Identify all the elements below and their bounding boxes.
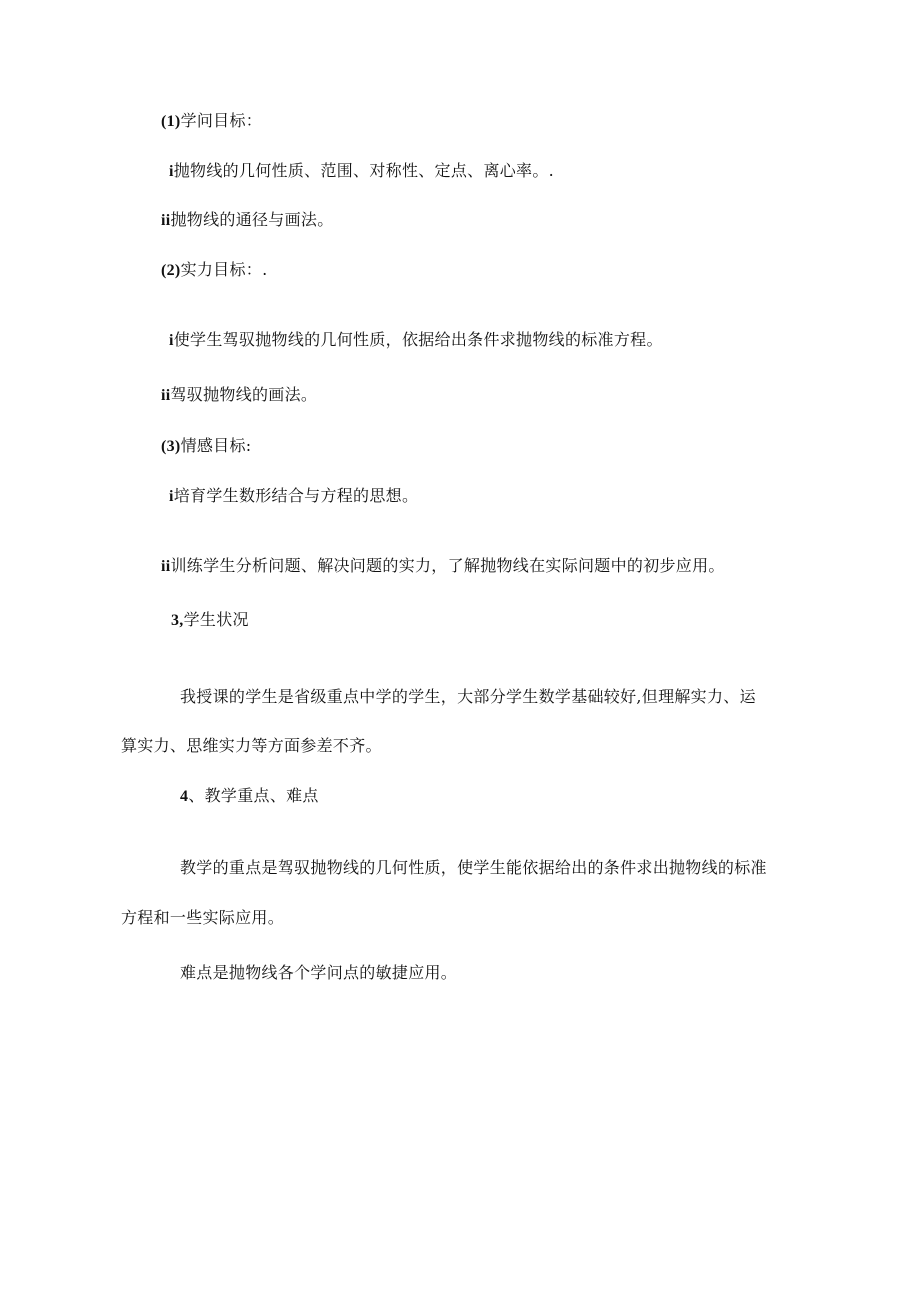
section-marker: (1) — [161, 113, 181, 130]
heading-text: 学生状况 — [183, 610, 249, 629]
ability-goal-heading — [161, 260, 267, 281]
item-marker: ii — [161, 212, 171, 229]
item-marker: ii — [161, 558, 171, 575]
emotion-goal-heading — [161, 436, 251, 457]
section-marker: 3, — [171, 612, 184, 629]
student-situation-heading — [171, 610, 249, 631]
item-marker: i — [169, 488, 174, 505]
section-marker: 4 — [180, 788, 189, 805]
teaching-difficulty-paragraph: 难点是抛物线各个学问点的敏捷应用。 — [180, 963, 458, 982]
teaching-focus-heading — [180, 786, 319, 807]
ability-item-1 — [169, 330, 663, 351]
heading-text: 、教学重点、难点 — [188, 786, 319, 805]
item-text: 使学生驾驭抛物线的几何性质，依据给出条件求抛物线的标准方程。 — [173, 330, 663, 349]
item-marker: ii — [161, 387, 171, 404]
student-situation-paragraph-line-2: 算实力、思维实力等方面参差不齐。 — [121, 736, 382, 755]
emotion-item-2 — [161, 556, 725, 577]
heading-text: 学问目标： — [180, 111, 263, 130]
item-text: 抛物线的通径与画法。 — [170, 210, 334, 229]
item-text: 驾驭抛物线的画法。 — [170, 385, 318, 404]
item-marker: i — [169, 332, 174, 349]
knowledge-item-1 — [169, 161, 554, 182]
teaching-focus-paragraph-line-2: 方程和一些实际应用。 — [121, 908, 285, 927]
item-text: 抛物线的几何性质、范围、对称性、定点、离心率。. — [173, 161, 555, 180]
item-text: 训练学生分析问题、解决问题的实力，了解抛物线在实际问题中的初步应用。 — [170, 556, 725, 575]
knowledge-item-2 — [161, 210, 334, 231]
ability-item-2 — [161, 385, 317, 406]
teaching-focus-paragraph-line-1: 教学的重点是驾驭抛物线的几何性质，使学生能依据给出的条件求出抛物线的标准 — [180, 858, 767, 877]
emotion-item-1 — [169, 486, 418, 507]
item-marker: i — [169, 163, 174, 180]
heading-text: 情感目标: — [180, 436, 252, 455]
heading-text: 实力目标：. — [180, 260, 268, 279]
section-marker: (3) — [161, 438, 181, 455]
knowledge-goal-heading — [161, 111, 262, 132]
student-situation-paragraph-line-1: 我授课的学生是省级重点中学的学生，大部分学生数学基础较好,但理解实力、运 — [180, 687, 756, 706]
item-text: 培育学生数形结合与方程的思想。 — [173, 486, 419, 505]
section-marker: (2) — [161, 262, 181, 279]
